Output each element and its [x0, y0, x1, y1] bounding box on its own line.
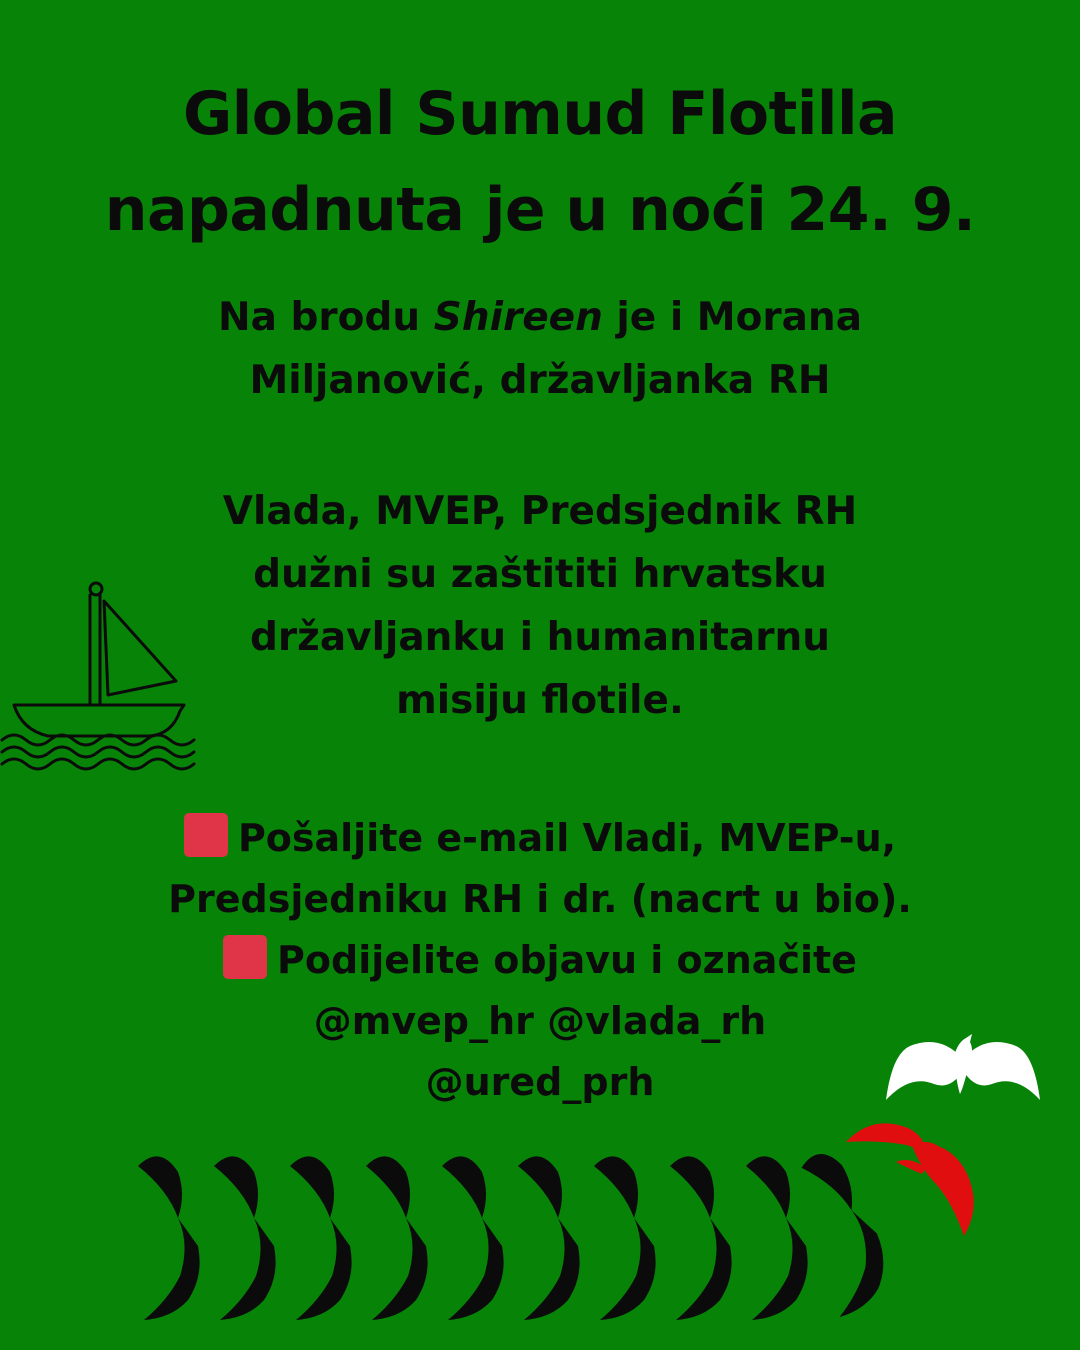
red-square-icon	[223, 935, 267, 979]
title-line-2: napadnuta je u noći 24. 9.	[104, 175, 976, 245]
crew-info-line-1	[90, 286, 990, 349]
leaf-pair	[518, 1156, 580, 1320]
crew-info-text-b: je i Morana	[602, 295, 863, 340]
olive-branch	[130, 1150, 910, 1350]
crew-info-line-2: Miljanović, državljanka RH	[249, 358, 831, 403]
leaf-pair	[138, 1156, 200, 1320]
leaf-pair	[670, 1156, 732, 1320]
crew-info	[90, 286, 990, 412]
demand-line-1: Vlada, MVEP, Predsjednik RH	[222, 489, 858, 534]
leaf-pair	[594, 1156, 656, 1320]
action-tags-1: @mvep_hr @vlada_rh	[313, 999, 767, 1043]
crew-info-text-a: Na brodu	[217, 295, 434, 340]
action-email-text: Pošaljite e-mail Vladi, MVEP-u,	[237, 816, 897, 860]
action-share-text: Podijelite objavu i označite	[277, 938, 857, 982]
call-to-action	[90, 808, 990, 1113]
demand-text	[90, 480, 990, 732]
leaf-pair	[366, 1156, 428, 1320]
action-item-email	[90, 808, 990, 869]
leaf-pair	[290, 1156, 352, 1320]
demand-line-4: misiju flotile.	[396, 678, 684, 723]
poster-title	[40, 66, 1040, 258]
red-square-icon	[184, 813, 228, 857]
action-tags-2: @ured_prh	[425, 1060, 655, 1104]
title-line-1: Global Sumud Flotilla	[182, 79, 898, 149]
ship-name: Shireen	[433, 295, 603, 340]
leaf-pair	[214, 1156, 276, 1320]
demand-line-2: dužni su zaštititi hrvatsku	[253, 552, 827, 597]
dove-icon	[884, 1024, 1044, 1106]
demand-line-3: državljanku i humanitarnu	[250, 615, 830, 660]
action-email-text-2: Predsjedniku RH i dr. (nacrt u bio).	[168, 877, 912, 921]
sailboat-icon	[0, 578, 200, 773]
leaf-pair	[442, 1156, 504, 1320]
action-item-share	[90, 930, 990, 991]
leaf-pair	[800, 1150, 894, 1318]
leaf-pair	[746, 1156, 808, 1320]
